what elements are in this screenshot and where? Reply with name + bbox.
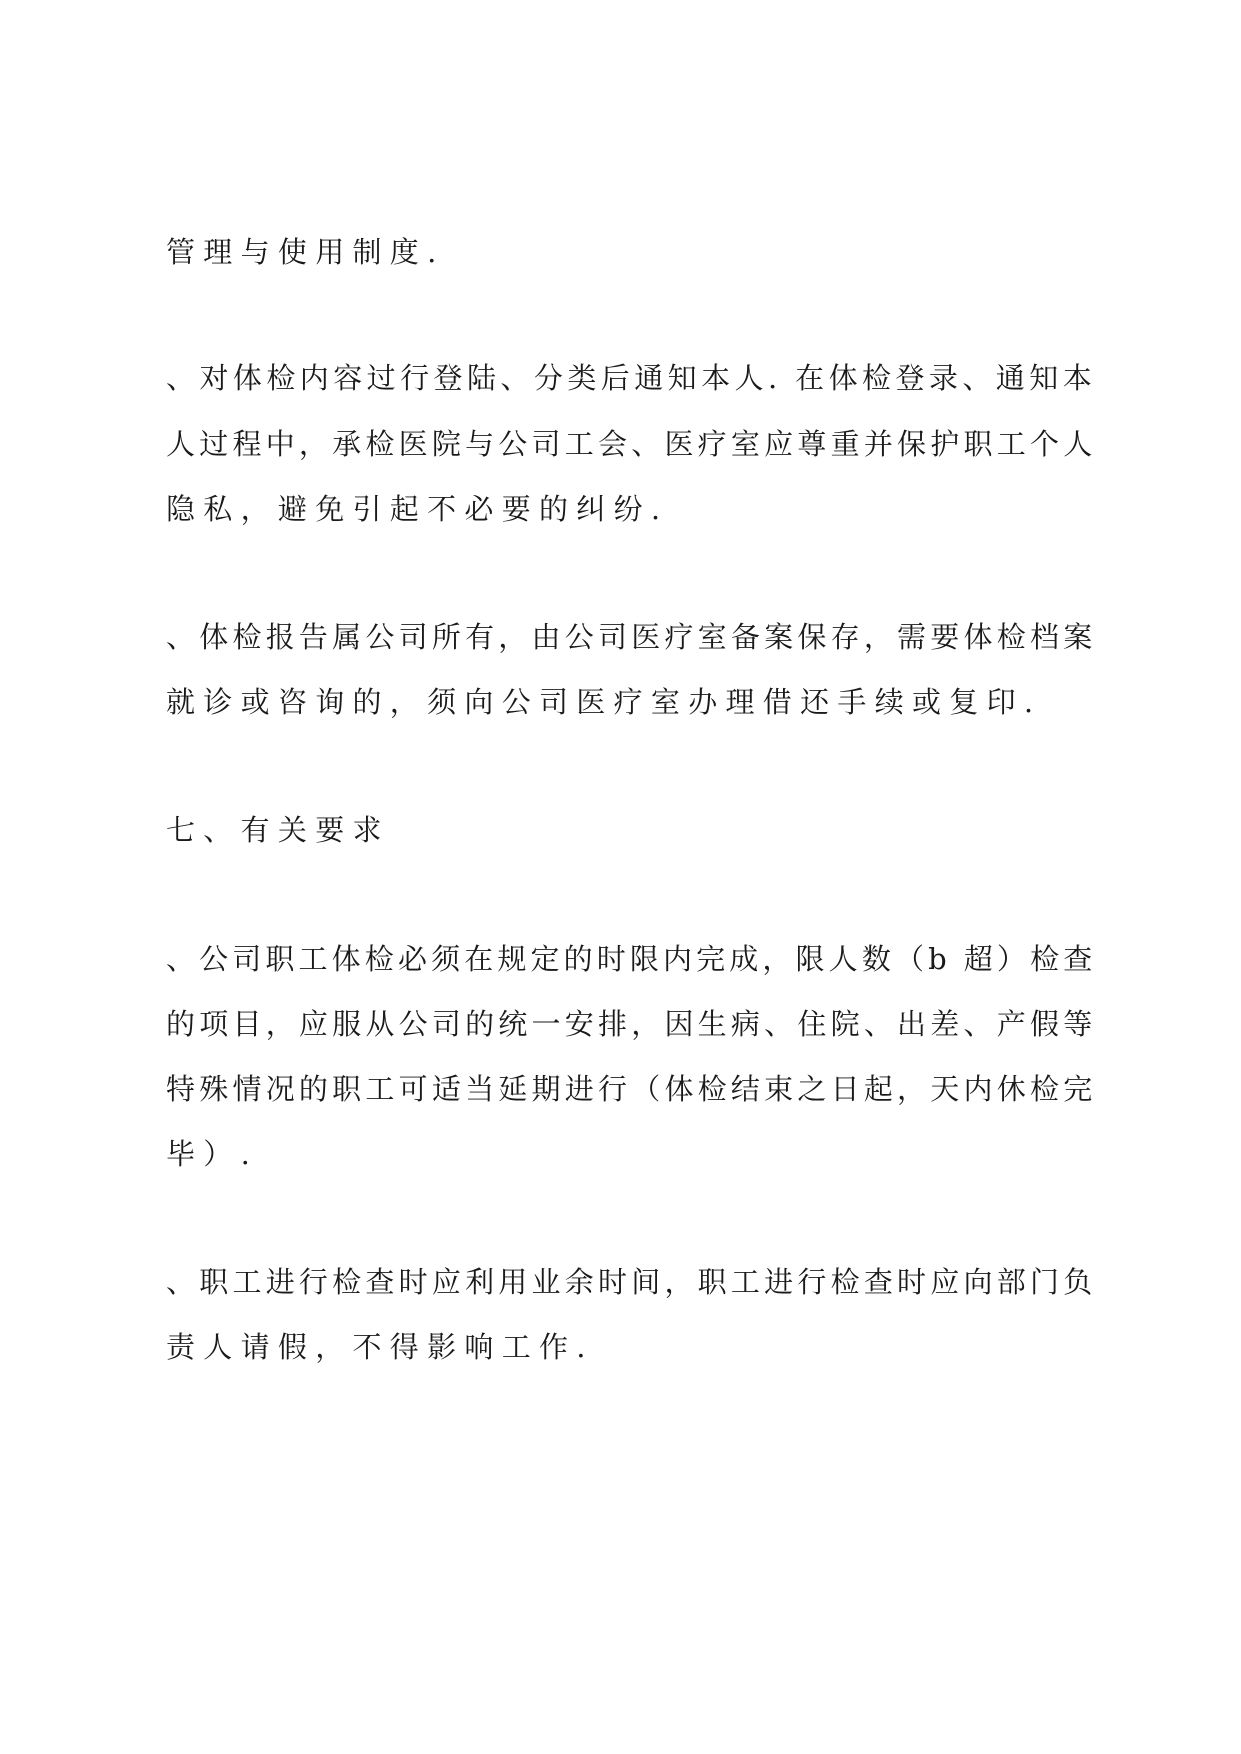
paragraph-2-line-1: 、对体检内容过行登陆、分类后通知本人. 在体检登录、通知本 — [166, 361, 1096, 395]
paragraph-5-line-1: 、公司职工体检必须在规定的时限内完成，限人数（b 超）检查 — [166, 942, 1096, 976]
paragraph-6-line-2: 责人请假，不得影响工作. — [166, 1330, 594, 1364]
paragraph-3-line-1: 、体检报告属公司所有，由公司医疗室备案保存，需要体检档案 — [166, 620, 1096, 654]
paragraph-5-line-4: 毕）. — [166, 1137, 259, 1171]
paragraph-5-line-3: 特殊情况的职工可适当延期进行（体检结束之日起，天内休检完 — [166, 1072, 1096, 1106]
paragraph-2-line-3: 隐私，避免引起不必要的纠纷. — [166, 492, 669, 526]
paragraph-5-line-2: 的项目，应服从公司的统一安排，因生病、住院、出差、产假等 — [166, 1007, 1096, 1041]
paragraph-1-line-1: 管理与使用制度. — [166, 235, 445, 269]
paragraph-3-line-2: 就诊或咨询的，须向公司医疗室办理借还手续或复印. — [166, 685, 1042, 719]
paragraph-6-line-1: 、职工进行检查时应利用业余时间，职工进行检查时应向部门负 — [166, 1265, 1096, 1299]
section-heading: 七、有关要求 — [166, 813, 390, 847]
paragraph-2-line-2: 人过程中，承检医院与公司工会、医疗室应尊重并保护职工个人 — [166, 427, 1096, 461]
